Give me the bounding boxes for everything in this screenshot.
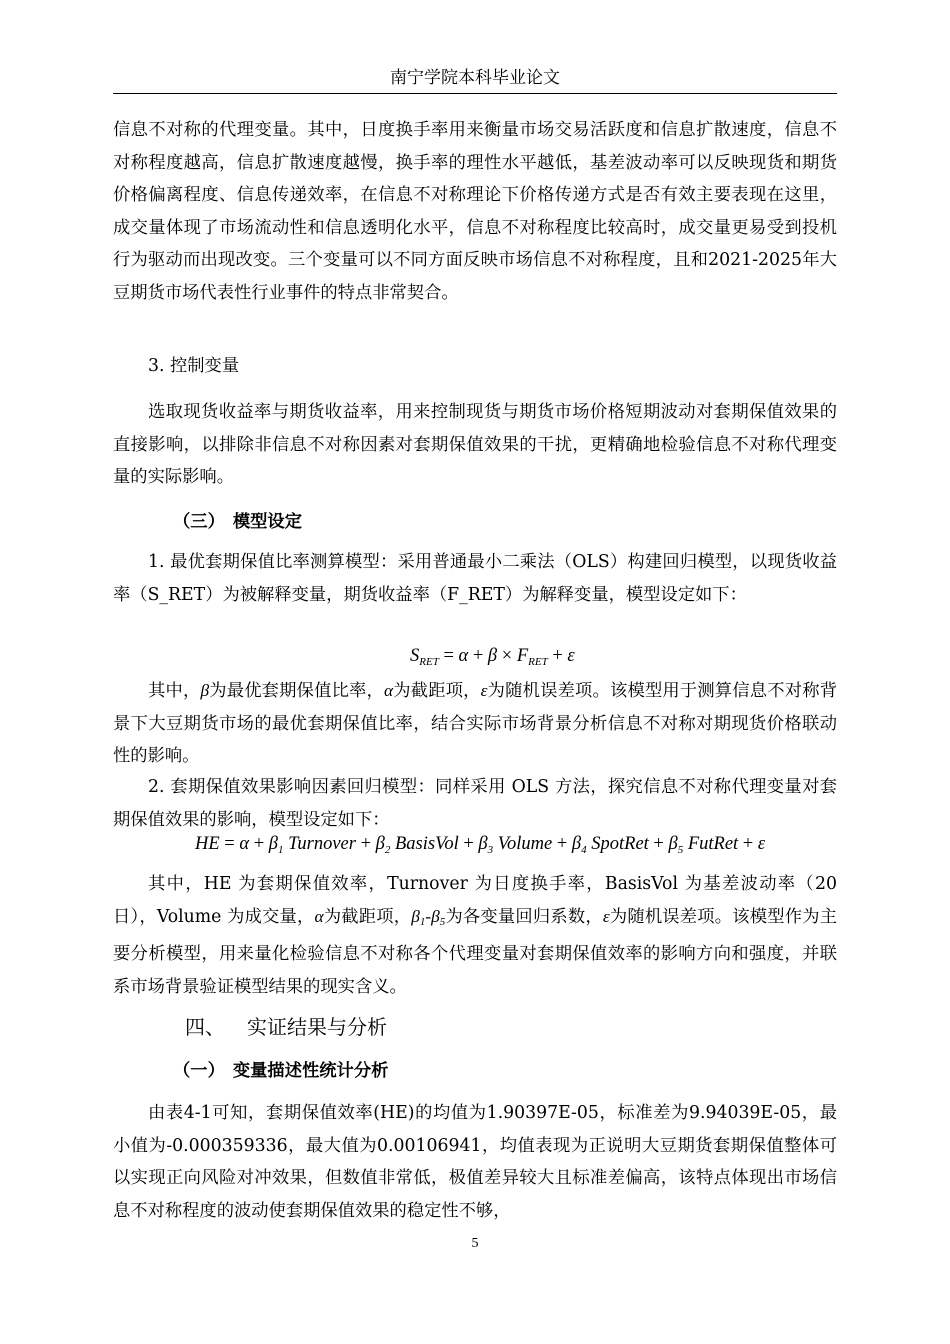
heading-text: 模型设定 [232, 512, 302, 532]
page-number: 5 [471, 1236, 479, 1251]
text-segment: 为最优套期保值比率， [209, 681, 384, 701]
beta-range-symbol: $\beta_1-\beta_5$ [411, 906, 446, 928]
header-rule [113, 93, 837, 94]
paragraph-ols-model: 1. 最优套期保值比率测算模型：采用普通最小二乘法（OLS）构建回归模型，以现货收益率（S_RET）为被解释变量，期货收益率（F_RET）为解释变量，模型设定如下： [113, 552, 837, 605]
paragraph-factor-explanation [113, 868, 837, 1003]
beta-symbol: β [200, 681, 210, 700]
heading-model-setup [173, 507, 302, 532]
alpha-symbol: α [314, 906, 324, 926]
paragraph-hedge-ratio-explanation [113, 675, 837, 773]
epsilon-symbol: ε [480, 681, 488, 700]
text-segment: 为各变量回归系数， [445, 906, 603, 927]
section-heading-empirical [185, 1011, 387, 1040]
text-segment: 为截距项， [393, 681, 481, 701]
text-segment: 为随机误差项。该模型用于测算信息不对称背景下大豆期货市场的最优套期保值比率，结合实际市场背景分析信息不对称对期现货价格联动性的影响。 [113, 681, 837, 766]
equation-hedging-effect: HE = $\alpha + \beta_1$ Turnover + $\beta_2$ BasisVol + $\beta_3$ Volume + $\beta_4$ SpotRet + $\beta_5$ FutRet + ε [195, 834, 766, 856]
paragraph-proxy-variables: 信息不对称的代理变量。其中，日度换手率用来衡量市场交易活跃度和信息扩散速度，信息不对称程度越高，信息扩散速度越慢，换手率的理性水平越低，基差波动率可以反映现货和期货价格偏离程度、信息传递效率，在信息不对称理论下价格传递方式是否有效主要表现在这里，成交量体现了市场流动性和信息透明化水平，信息不对称程度比较高时，成交量更易受到投机行为驱动而出现改变。三个变量可以不同方面反映市场信息不对称程度，且和2021-2025年大豆期货市场代表性行业事件的特点非常契合。 [113, 120, 837, 303]
text-segment: 其中， [148, 681, 201, 701]
section-title: 实证结果与分析 [247, 1015, 387, 1039]
equation-hedge-ratio: $S_{RET} = \alpha + \beta \times F_{RET} + \varepsilon$ [410, 646, 575, 668]
paragraph-control-variables: 选取现货收益率与期货收益率，用来控制现货与期货市场价格短期波动对套期保值效果的直接影响，以排除非信息不对称因素对套期保值效果的干扰，更精确地检验信息不对称代理变量的实际影响。 [113, 402, 837, 487]
heading-number: （一） [173, 1061, 225, 1081]
text-segment: 为截距项， [323, 906, 412, 927]
heading-number: （三） [173, 512, 225, 532]
heading-text: 变量描述性统计分析 [232, 1061, 389, 1081]
paragraph-descriptive-stats: 由表4-1可知，套期保值效率(HE)的均值为1.90397E-05，标准差为9.94039E-05，最小值为-0.000359336，最大值为0.00106941，均值表现为正说明大豆期货套期保值整体可以实现正向风险对冲效果，但数值非常低，极值差异较大且标准差偏高，该特点体现出市场信息不对称程度的波动使套期保值效果的稳定性不够， [113, 1103, 837, 1221]
section-number: 四、 [185, 1015, 225, 1039]
heading-descriptive-stats [173, 1056, 388, 1081]
subheading-control-variables: 3. 控制变量 [148, 356, 240, 376]
paragraph-factor-model: 2. 套期保值效果影响因素回归模型：同样采用 OLS 方法，探究信息不对称代理变量对套期保值效果的影响，模型设定如下： [113, 777, 837, 830]
alpha-symbol: α [384, 681, 394, 700]
text-segment: 其中，HE 为套期保值效率，Turnover 为日度换手率，BasisVol 为基差波动率（20日），Volume 为成交量， [113, 874, 837, 927]
text-segment: 为随机误差项。该模型作为主要分析模型，用来量化检验信息不对称各个代理变量对套期保值效率的影响方向和强度，并联系市场背景验证模型结果的现实含义。 [113, 906, 837, 997]
epsilon-symbol: ε [602, 906, 610, 926]
running-header: 南宁学院本科毕业论文 [390, 68, 560, 88]
